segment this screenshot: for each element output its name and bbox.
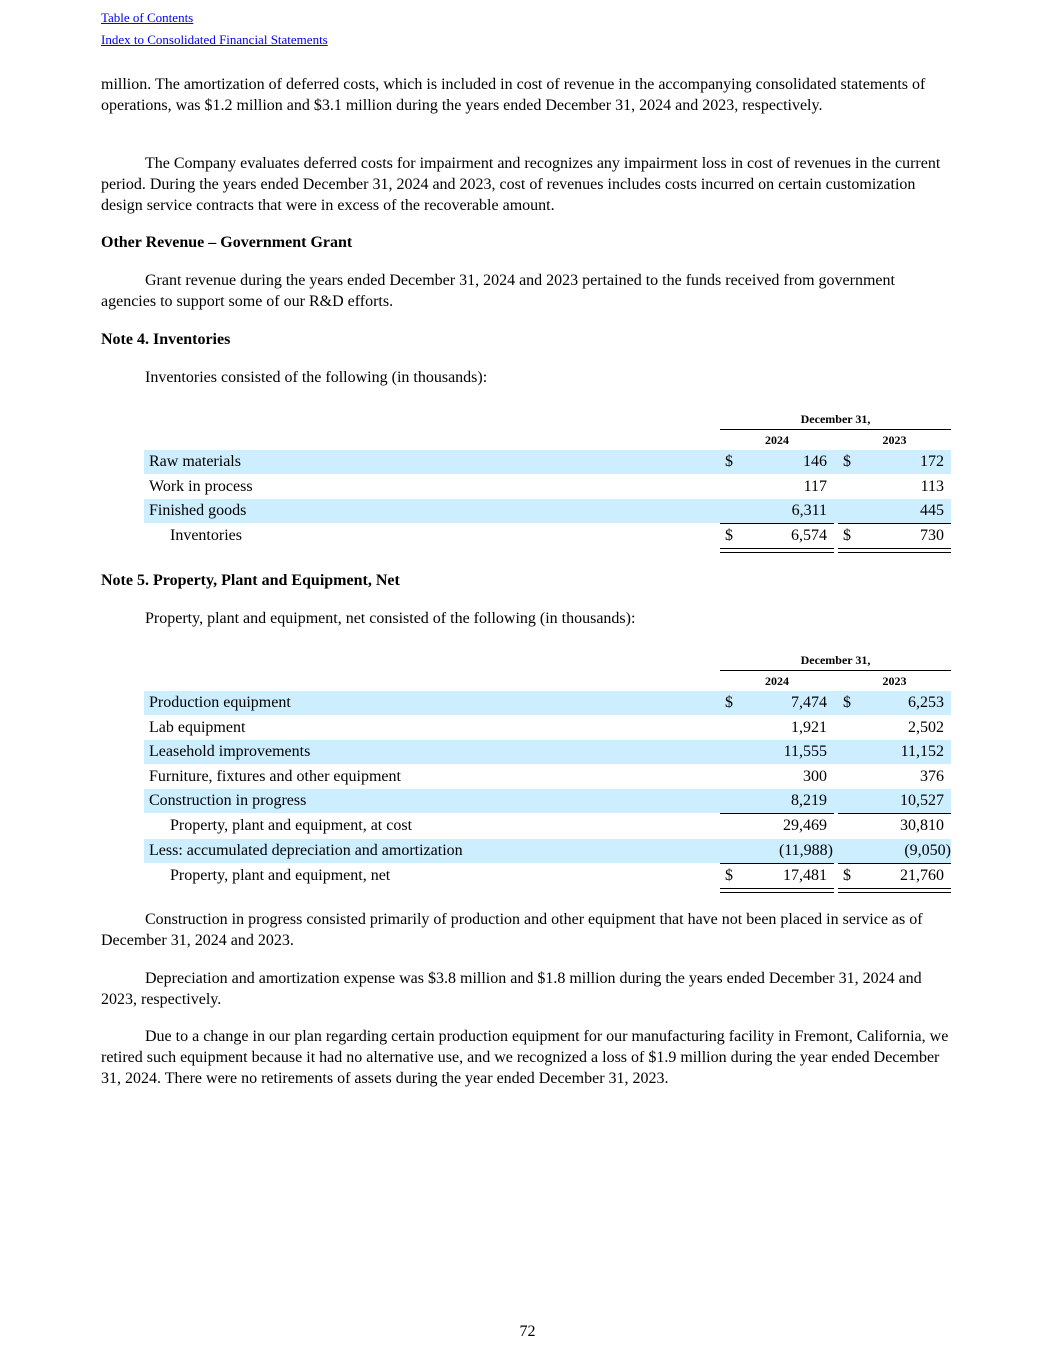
table-header-period: December 31, [800,412,871,426]
table-row [144,789,951,813]
table-row [144,499,951,523]
table-row-total: Property, plant and equipment, net $ 17,481 $ 21,760 [144,864,951,888]
value-2024: 17,481 [783,867,827,884]
value-2023: 10,527 [900,792,944,809]
value-2024: (11,988) [778,842,833,859]
paragraph-retirement: Due to a change in our plan regarding certain production equipment for our manufacturing facility in Fremont, California, we retired such equipment because it had no alternative use, and we recognized a loss of $1.9 million during the year ended December 31, 2024. There were no retirements of assets during the year ended December 31, 2023. [101,1028,949,1087]
paragraph-deferred-costs: million. The amortization of deferred costs, which is included in cost of revenue in the accompanying consolidated statements of operations, was $1.2 million and $3.1 million during the years ended December 31, 2024 and 2023, respectively. [101,76,926,114]
value-2023: 172 [920,453,944,470]
index-financial-statements-link[interactable]: Index to Consolidated Financial Statements [101,32,328,47]
heading-note-5: Note 5. Property, Plant and Equipment, Net [101,572,400,589]
table-row [144,740,951,764]
table-row [144,765,951,789]
page-number: 72 [519,1323,536,1340]
value-2023: 730 [920,527,944,544]
value-2023: 30,810 [900,817,944,834]
paragraph-construction-in-progress: Construction in progress consisted primarily of production and other equipment that have not been placed in service as of December 31, 2024 and 2023. [101,911,923,949]
row-label: Finished goods [149,502,247,519]
row-label: Construction in progress [149,792,307,809]
value-2023: 113 [920,478,944,495]
value-2023: 445 [920,502,944,519]
inventories-table [144,410,951,555]
row-label: Work in process [149,478,253,495]
column-header-2024: 2024 [765,674,789,688]
row-label: Leasehold improvements [149,743,311,760]
column-header-2023: 2023 [882,433,907,447]
ppe-table [144,651,951,896]
value-2023: 376 [920,768,944,785]
value-2024: 6,311 [791,502,827,519]
row-label: Property, plant and equipment, net [170,867,391,884]
row-label: Less: accumulated depreciation and amortization [149,842,463,859]
row-label: Inventories [170,527,242,544]
value-2023: 6,253 [908,694,944,711]
row-label: Property, plant and equipment, at cost [170,817,413,834]
paragraph-impairment: The Company evaluates deferred costs for impairment and recognizes any impairment loss in cost of revenues in the current period. During the years ended December 31, 2024 and 2023, cost of revenues includes costs incurred on certain customization design service contracts that were in excess of the recoverable amount. [101,155,941,214]
table-row-subtotal [144,814,951,838]
heading-note-4: Note 4. Inventories [101,331,231,348]
value-2023: 21,760 [900,867,944,884]
value-2024: 7,474 [791,694,827,711]
column-header-2023: 2023 [882,674,907,688]
table-row-total: Inventories $ 6,574 $ 730 [144,524,951,548]
table-row [144,716,951,740]
heading-government-grant: Other Revenue – Government Grant [101,234,353,251]
value-2024: 6,574 [791,527,827,544]
paragraph-depreciation: Depreciation and amortization expense was $3.8 million and $1.8 million during the years ended December 31, 2024 and 2023, respectively. [101,970,922,1008]
value-2024: 117 [803,478,827,495]
table-row [144,475,951,499]
paragraph-grant-revenue: Grant revenue during the years ended December 31, 2024 and 2023 pertained to the funds received from government agencies to support some of our R&D efforts. [101,272,895,310]
value-2023: 2,502 [908,719,944,736]
value-2024: 11,555 [783,743,827,760]
table-row: Raw materials $ 146 $ 172 [144,450,951,474]
value-2023: (9,050) [904,842,951,859]
row-label: Furniture, fixtures and other equipment [149,768,401,785]
row-label: Lab equipment [149,719,246,736]
table-of-contents-link[interactable]: Table of Contents [101,10,194,25]
paragraph-ppe-intro: Property, plant and equipment, net consisted of the following (in thousands): [145,610,636,627]
table-row: Production equipment $ 7,474 $ 6,253 [144,691,951,715]
row-label: Raw materials [149,453,241,470]
value-2024: 8,219 [791,792,827,809]
column-header-2024: 2024 [765,433,789,447]
table-header-period: December 31, [800,653,871,667]
value-2024: 146 [803,453,827,470]
paragraph-inventories-intro: Inventories consisted of the following (in thousands): [145,369,488,386]
value-2024: 1,921 [791,719,827,736]
value-2024: 300 [803,768,827,785]
value-2023: 11,152 [900,743,944,760]
table-row [144,839,951,863]
row-label: Production equipment [149,694,291,711]
value-2024: 29,469 [783,817,827,834]
